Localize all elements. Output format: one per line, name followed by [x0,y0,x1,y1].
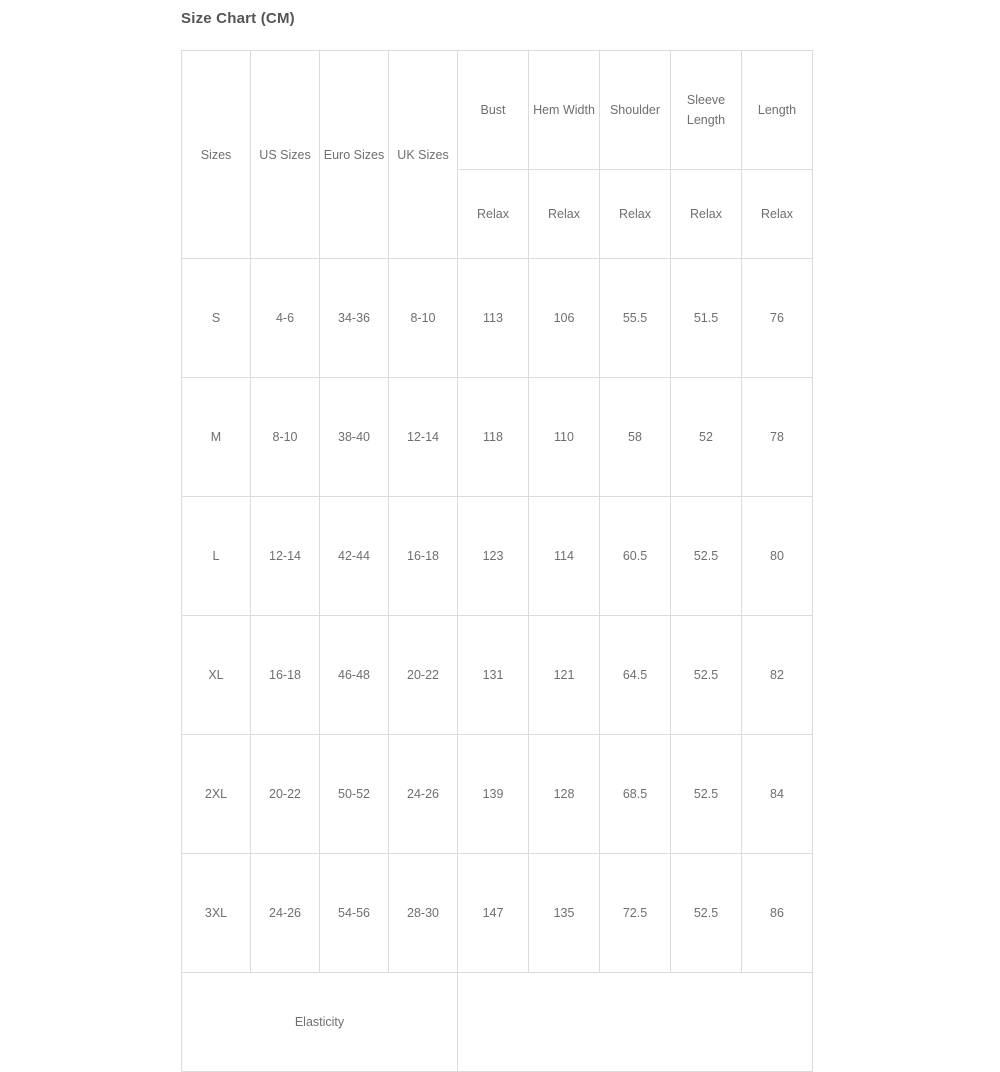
cell-size: L [182,497,251,616]
cell-euro: 38-40 [320,378,389,497]
cell-sleeve-length: 52 [671,378,742,497]
cell-shoulder: 64.5 [600,616,671,735]
subheader-hem-width-relax: Relax [529,170,600,259]
cell-bust: 123 [458,497,529,616]
cell-euro: 54-56 [320,854,389,973]
cell-hem-width: 106 [529,259,600,378]
cell-sleeve-length: 52.5 [671,497,742,616]
cell-bust: 113 [458,259,529,378]
header-sleeve-length: Sleeve Length [671,51,742,170]
cell-shoulder: 60.5 [600,497,671,616]
table-row [182,497,813,616]
cell-size: S [182,259,251,378]
cell-hem-width: 114 [529,497,600,616]
elasticity-value [458,973,813,1072]
cell-us: 16-18 [251,616,320,735]
cell-length: 80 [742,497,813,616]
cell-shoulder: 58 [600,378,671,497]
cell-uk: 28-30 [389,854,458,973]
cell-hem-width: 110 [529,378,600,497]
cell-euro: 50-52 [320,735,389,854]
size-chart-table [181,50,813,1072]
cell-us: 20-22 [251,735,320,854]
cell-euro: 46-48 [320,616,389,735]
table-body [182,259,813,1072]
header-sizes: Sizes [182,51,251,259]
header-shoulder: Shoulder [600,51,671,170]
cell-us: 8-10 [251,378,320,497]
subheader-sleeve-length-relax: Relax [671,170,742,259]
cell-length: 76 [742,259,813,378]
cell-uk: 20-22 [389,616,458,735]
cell-uk: 8-10 [389,259,458,378]
subheader-length-relax: Relax [742,170,813,259]
cell-sleeve-length: 52.5 [671,616,742,735]
header-us-sizes: US Sizes [251,51,320,259]
cell-uk: 12-14 [389,378,458,497]
cell-hem-width: 135 [529,854,600,973]
elasticity-label: Elasticity [182,973,458,1072]
table-footer-row [182,973,813,1072]
cell-sleeve-length: 52.5 [671,735,742,854]
table-row [182,616,813,735]
cell-bust: 131 [458,616,529,735]
table-row [182,735,813,854]
cell-shoulder: 72.5 [600,854,671,973]
subheader-shoulder-relax: Relax [600,170,671,259]
cell-sleeve-length: 51.5 [671,259,742,378]
size-chart-container [181,50,810,1072]
cell-size: XL [182,616,251,735]
header-length: Length [742,51,813,170]
table-row [182,854,813,973]
cell-us: 24-26 [251,854,320,973]
cell-shoulder: 55.5 [600,259,671,378]
cell-size: M [182,378,251,497]
cell-size: 3XL [182,854,251,973]
cell-length: 86 [742,854,813,973]
cell-length: 78 [742,378,813,497]
cell-us: 4-6 [251,259,320,378]
cell-hem-width: 121 [529,616,600,735]
cell-length: 84 [742,735,813,854]
table-row [182,259,813,378]
header-bust: Bust [458,51,529,170]
cell-euro: 34-36 [320,259,389,378]
cell-bust: 147 [458,854,529,973]
cell-euro: 42-44 [320,497,389,616]
table-row [182,378,813,497]
cell-bust: 139 [458,735,529,854]
table-header [182,51,813,259]
cell-bust: 118 [458,378,529,497]
page-title: Size Chart (CM) [181,10,295,27]
header-row-group [182,51,813,170]
cell-uk: 16-18 [389,497,458,616]
header-uk-sizes: UK Sizes [389,51,458,259]
header-hem-width: Hem Width [529,51,600,170]
cell-size: 2XL [182,735,251,854]
cell-hem-width: 128 [529,735,600,854]
cell-sleeve-length: 52.5 [671,854,742,973]
cell-length: 82 [742,616,813,735]
cell-shoulder: 68.5 [600,735,671,854]
header-euro-sizes: Euro Sizes [320,51,389,259]
cell-uk: 24-26 [389,735,458,854]
cell-us: 12-14 [251,497,320,616]
subheader-bust-relax: Relax [458,170,529,259]
